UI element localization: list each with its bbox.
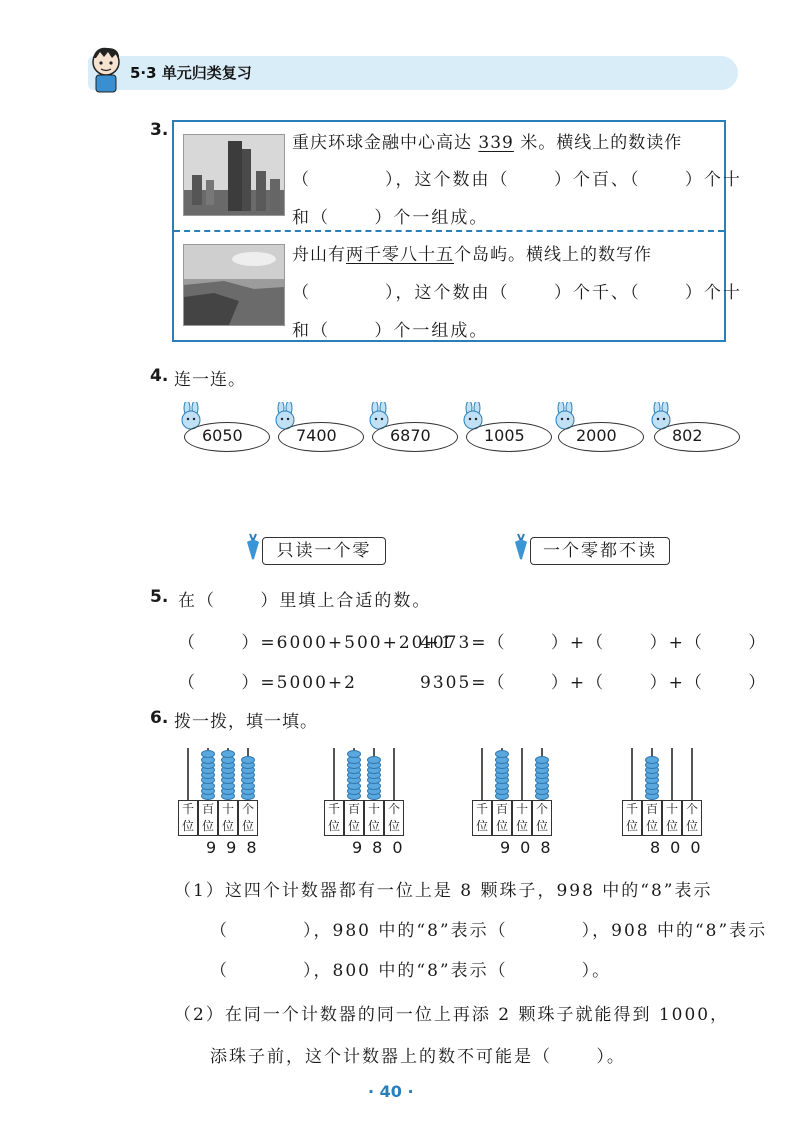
q3-part1-text-b: 米。横线上的数读作 <box>513 133 683 153</box>
place-char: 位 <box>327 819 340 833</box>
abacus-rod <box>671 748 673 800</box>
place-char: 位 <box>387 819 400 833</box>
place-char: 位 <box>625 819 638 833</box>
place-char: 千 <box>181 802 194 816</box>
q3-part2-line2: （ ），这个数由（ ）个千、（ ）个十 <box>292 283 742 303</box>
place-label <box>642 800 662 836</box>
place-char: 十 <box>665 802 678 816</box>
place-char: 十 <box>367 802 380 816</box>
place-label <box>532 800 552 836</box>
place-label <box>198 800 218 836</box>
place-char: 位 <box>475 819 488 833</box>
abacus-rod <box>521 748 523 800</box>
place-char: 个 <box>387 802 400 816</box>
abacus-bead[interactable] <box>645 756 659 764</box>
place-label <box>218 800 238 836</box>
place-label <box>344 800 364 836</box>
place-char: 位 <box>241 819 254 833</box>
place-char: 十 <box>515 802 528 816</box>
carrot-icon <box>244 532 262 560</box>
question-5-title: 在（ ）里填上合适的数。 <box>178 591 432 611</box>
place-char: 个 <box>241 802 254 816</box>
place-char: 位 <box>685 819 698 833</box>
header-title: 5·3 单元归类复习 <box>130 64 252 82</box>
q5-row1-left: （ ）=6000+500+20+1 <box>178 633 454 653</box>
place-label <box>472 800 492 836</box>
q3-part1-line2: （ ），这个数由（ ）个百、（ ）个十 <box>292 170 742 190</box>
abacus-rod <box>187 748 189 800</box>
question-4-number: 4. <box>150 366 169 386</box>
question-3-number: 3. <box>150 120 169 140</box>
place-label <box>324 800 344 836</box>
category-box-no-zero[interactable]: 一个零都不读 <box>530 537 670 565</box>
q3-part2-line1 <box>292 240 652 265</box>
q3-part2-text-a: 舟山有 <box>292 245 346 265</box>
q3-part1-line3: 和（ ）个一组成。 <box>292 208 489 228</box>
abacus-number: 800 <box>650 838 711 857</box>
place-char: 位 <box>201 819 214 833</box>
coast-photo <box>183 244 285 326</box>
q3-part2-underlined: 两千零八十五 <box>346 245 454 265</box>
carrot-icon <box>512 532 530 560</box>
place-label <box>622 800 642 836</box>
place-char: 位 <box>221 819 234 833</box>
place-label <box>682 800 702 836</box>
place-char: 位 <box>645 819 658 833</box>
bubble-number: 1005 <box>484 426 525 445</box>
bubble-number: 6870 <box>390 426 431 445</box>
q6-sub2-line1: （2）在同一个计数器的同一位上再添 2 颗珠子就能得到 1000， <box>174 1005 730 1025</box>
bubble-number: 7400 <box>296 426 337 445</box>
abacus-rod <box>481 748 483 800</box>
bubble-number: 2000 <box>576 426 617 445</box>
place-label <box>662 800 682 836</box>
abacus-bead[interactable] <box>535 756 549 764</box>
place-char: 个 <box>685 802 698 816</box>
skyscraper-photo <box>183 134 285 216</box>
q5-row1-right: 4073=（ ）+（ ）+（ ） <box>420 633 768 653</box>
place-char: 百 <box>645 802 658 816</box>
place-char: 位 <box>347 819 360 833</box>
place-char: 位 <box>181 819 194 833</box>
place-char: 千 <box>475 802 488 816</box>
place-label <box>238 800 258 836</box>
place-char: 百 <box>495 802 508 816</box>
q6-sub1-line1: （1）这四个计数器都有一位上是 8 颗珠子，998 中的“8”表示 <box>174 881 713 901</box>
abacus-rod <box>631 748 633 800</box>
place-label <box>178 800 198 836</box>
abacus-bead[interactable] <box>367 756 381 764</box>
place-char: 千 <box>327 802 340 816</box>
abacus-number: 980 <box>352 838 413 857</box>
q3-part1-line1 <box>292 128 682 153</box>
place-char: 位 <box>515 819 528 833</box>
place-char: 千 <box>625 802 638 816</box>
abacus-rod <box>691 748 693 800</box>
question-6-number: 6. <box>150 708 169 728</box>
place-char: 位 <box>495 819 508 833</box>
abacus-rod <box>333 748 335 800</box>
q3-part2-text-b: 个岛屿。横线上的数写作 <box>454 245 652 265</box>
place-char: 位 <box>665 819 678 833</box>
bubble-number: 6050 <box>202 426 243 445</box>
q6-sub2-line2: 添珠子前，这个计数器上的数不可能是（ ）。 <box>210 1047 626 1067</box>
place-label <box>364 800 384 836</box>
place-char: 十 <box>221 802 234 816</box>
page-number: · 40 · <box>368 1082 414 1101</box>
question-4-title: 连一连。 <box>174 370 246 390</box>
place-char: 百 <box>201 802 214 816</box>
place-char: 个 <box>535 802 548 816</box>
question-3-divider <box>174 230 724 232</box>
place-char: 位 <box>367 819 380 833</box>
question-6-title: 拨一拨，填一填。 <box>174 712 318 732</box>
abacus-number: 998 <box>206 838 267 857</box>
place-label <box>384 800 404 836</box>
place-char: 位 <box>535 819 548 833</box>
abacus-rod <box>393 748 395 800</box>
category-box-one-zero[interactable]: 只读一个零 <box>262 537 386 565</box>
abacus-number: 908 <box>500 838 561 857</box>
bubble-number: 802 <box>672 426 703 445</box>
q3-part1-number: 339 <box>478 133 514 153</box>
q5-row2-left: （ ）=5000+2 <box>178 673 357 693</box>
place-label <box>492 800 512 836</box>
q6-sub1-line2: （ ），980 中的“8”表示（ ），908 中的“8”表示 <box>210 921 768 941</box>
question-5-number: 5. <box>150 587 169 607</box>
mascot-icon <box>86 44 126 94</box>
q3-part1-text-a: 重庆环球金融中心高达 <box>292 133 479 153</box>
place-char: 百 <box>347 802 360 816</box>
q6-sub1-line3: （ ），800 中的“8”表示（ ）。 <box>210 961 612 981</box>
q3-part2-line3: 和（ ）个一组成。 <box>292 321 489 341</box>
abacus-bead[interactable] <box>241 756 255 764</box>
q5-row2-right: 9305=（ ）+（ ）+（ ） <box>420 673 768 693</box>
place-label <box>512 800 532 836</box>
